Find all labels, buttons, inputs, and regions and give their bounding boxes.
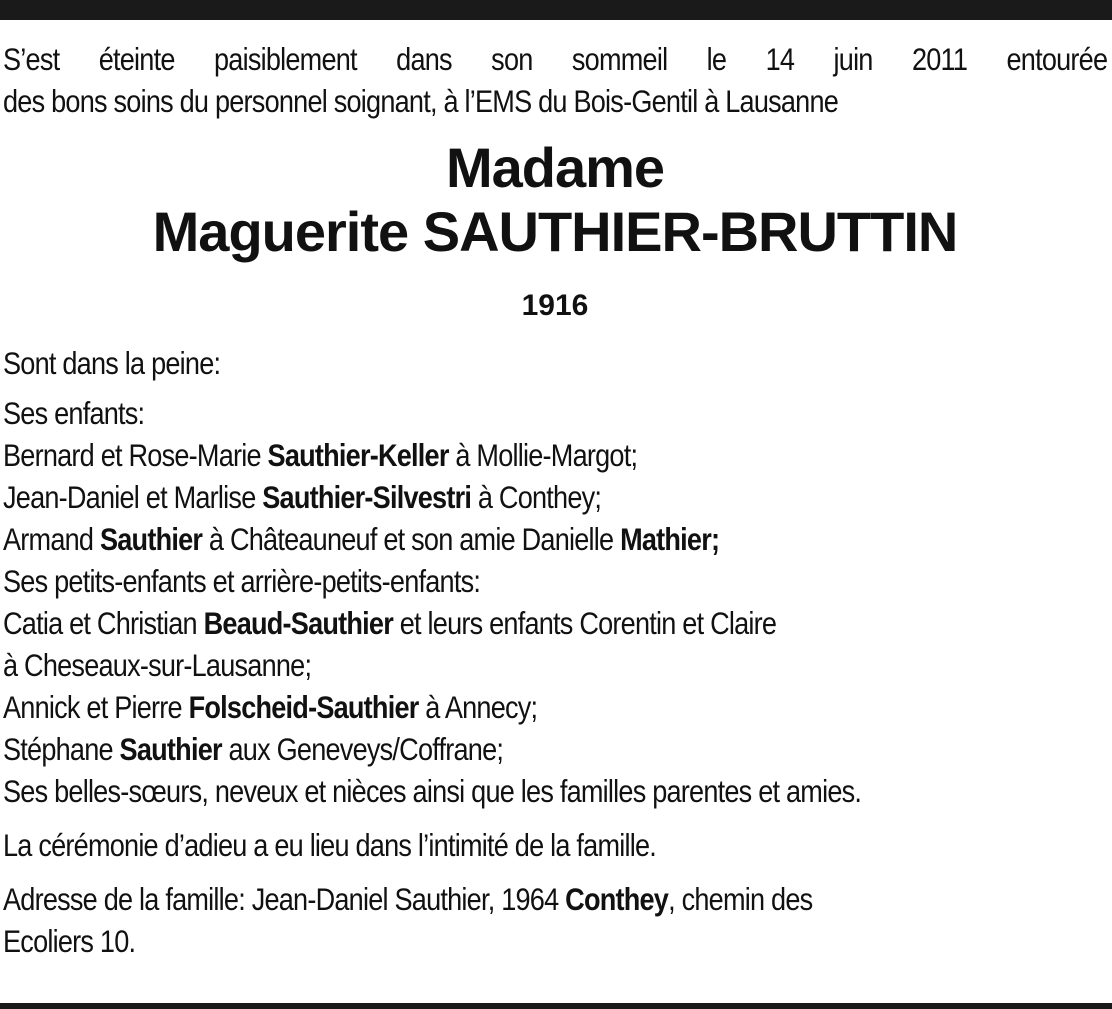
grandchild-entry-3 xyxy=(3,728,1107,770)
intro-paragraph xyxy=(3,38,1107,122)
grandchild-1-given-names: Catia et Christian xyxy=(3,605,204,641)
address-street: , chemin des xyxy=(668,881,813,917)
birth-year: 1916 xyxy=(521,289,589,322)
other-relatives: Ses belles-sœurs, neveux et nièces ainsi que les familles parentes et amies. xyxy=(3,773,862,809)
children-heading: Ses enfants: xyxy=(3,395,145,431)
child-1-given-names: Bernard et Rose-Marie xyxy=(3,437,268,473)
obituary-notice xyxy=(3,38,1107,962)
grandchild-entry-2 xyxy=(3,686,1107,728)
grandchild-2-family-name: Folscheid-Sauthier xyxy=(188,689,419,725)
intro-line-1: S’est éteinte paisiblement dans son sommeil le 14 juin 2011 entourée xyxy=(3,41,1108,77)
deceased-name-block xyxy=(3,136,1107,324)
child-3-given-name: Armand xyxy=(3,521,100,557)
child-1-location: à Mollie-Margot; xyxy=(448,437,638,473)
grandchild-1-family-name: Beaud-Sauthier xyxy=(203,605,393,641)
grandchild-3-family-name: Sauthier xyxy=(119,731,222,767)
grandchild-2-given-names: Annick et Pierre xyxy=(3,689,189,725)
child-3-partner-family-name: Mathier; xyxy=(620,521,720,557)
child-entry-3 xyxy=(3,518,1107,560)
grandchild-entry-1-location: à Cheseaux-sur-Lausanne; xyxy=(3,647,312,683)
address-town: Conthey xyxy=(565,881,669,917)
grandchildren-heading: Ses petits-enfants et arrière-petits-enfants: xyxy=(3,563,481,599)
grandchild-2-location: à Annecy; xyxy=(418,689,538,725)
child-2-location: à Conthey; xyxy=(471,479,602,515)
bottom-border-rule xyxy=(0,1003,1112,1009)
child-3-family-name: Sauthier xyxy=(99,521,203,557)
child-2-family-name: Sauthier-Silvestri xyxy=(262,479,472,515)
child-2-given-names: Jean-Daniel et Marlise xyxy=(3,479,263,515)
child-1-family-name: Sauthier-Keller xyxy=(267,437,449,473)
address-prefix: Adresse de la famille: Jean-Daniel Sauthier, 1964 xyxy=(3,881,566,917)
grandchild-3-location: aux Geneveys/Coffrane; xyxy=(221,731,504,767)
mourners-list xyxy=(3,342,1107,962)
family-address-line-2: Ecoliers 10. xyxy=(3,923,136,959)
ceremony-note: La cérémonie d’adieu a eu lieu dans l’intimité de la famille. xyxy=(3,827,657,863)
child-entry-1 xyxy=(3,434,1107,476)
child-entry-2 xyxy=(3,476,1107,518)
top-border-rule xyxy=(0,0,1112,20)
grandchild-1-children: et leurs enfants Corentin et Claire xyxy=(392,605,777,641)
grandchild-3-given-name: Stéphane xyxy=(3,731,120,767)
grandchild-entry-1 xyxy=(3,602,1107,644)
honorific: Madame xyxy=(445,136,665,199)
deceased-full-name: Maguerite SAUTHIER-BRUTTIN xyxy=(152,200,958,263)
mourners-intro: Sont dans la peine: xyxy=(3,345,221,381)
child-3-location-and-partner: à Châteauneuf et son amie Danielle xyxy=(202,521,621,557)
intro-line-2: des bons soins du personnel soignant, à l’EMS du Bois-Gentil à Lausanne xyxy=(3,83,839,119)
family-address xyxy=(3,878,1107,920)
